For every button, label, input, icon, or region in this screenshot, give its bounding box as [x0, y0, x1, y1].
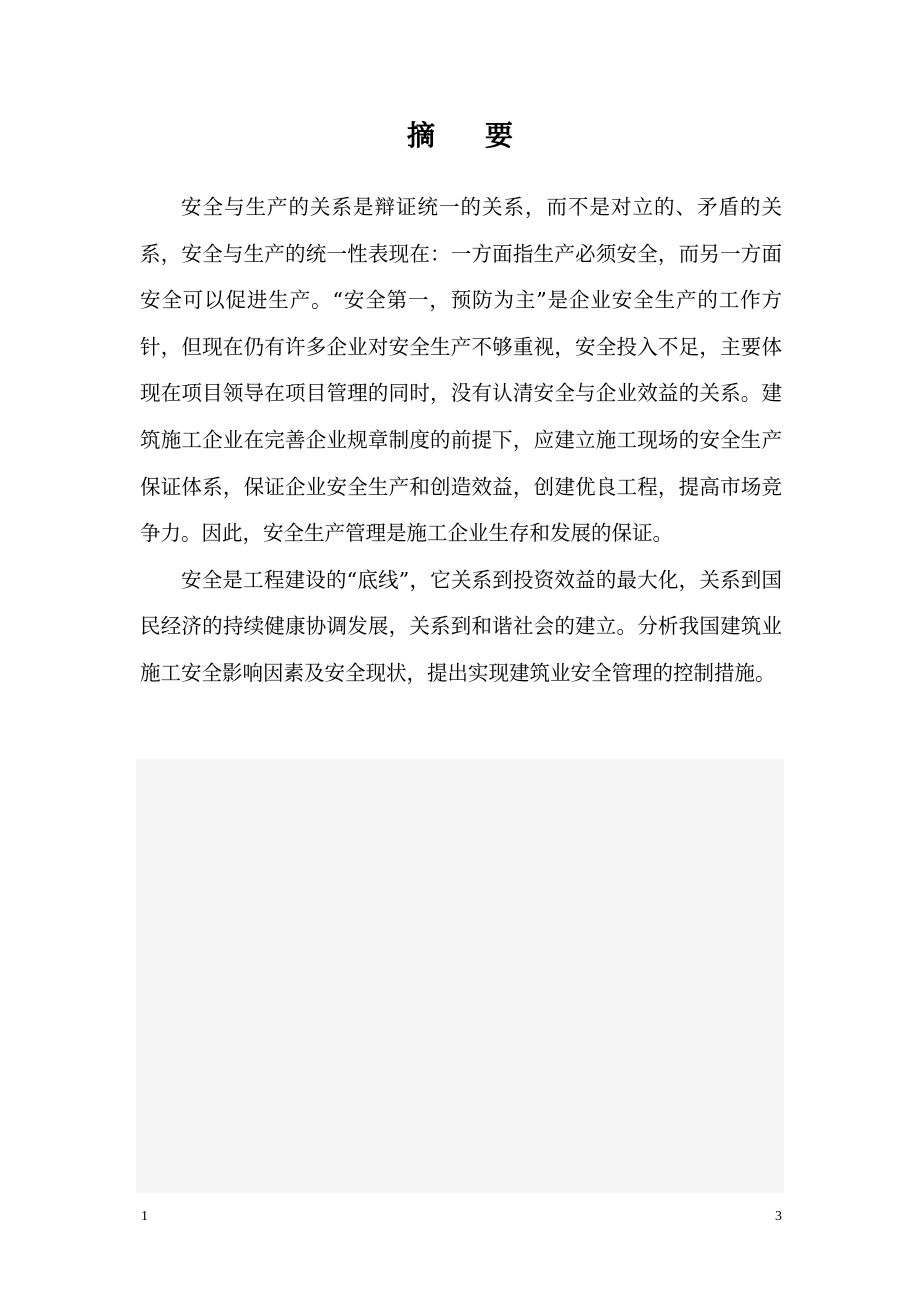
abstract-body — [140, 184, 782, 697]
footer-right-number: 3 — [775, 1209, 782, 1224]
blank-content-area — [136, 759, 784, 1193]
footer-left-number: 1 — [141, 1209, 148, 1224]
page-title: 摘要 — [406, 119, 563, 152]
abstract-paragraph-2: 安全是工程建设的“底线”，它关系到投资效益的最大化，关系到国民经济的持续健康协调发展，关系到和谐社会的建立。分析我国建筑业施工安全影响因素及安全现状，提出实现建筑业安全管理的控制措施。 — [140, 567, 782, 685]
abstract-paragraph-1: 安全与生产的关系是辩证统一的关系，而不是对立的、矛盾的关系，安全与生产的统一性表现在：一方面指生产必须安全，而另一方面安全可以促进生产。“安全第一，预防为主”是企业安全生产的工作方针，但现在仍有许多企业对安全生产不够重视，安全投入不足，主要体现在项目领导在项目管理的同时，没有认清安全与企业效益的关系。建筑施工企业在完善企业规章制度的前提下，应建立施工现场的安全生产保证体系，保证企业安全生产和创造效益，创建优良工程，提高市场竞争力。因此，安全生产管理是施工企业生存和发展的保证。 — [140, 195, 782, 546]
